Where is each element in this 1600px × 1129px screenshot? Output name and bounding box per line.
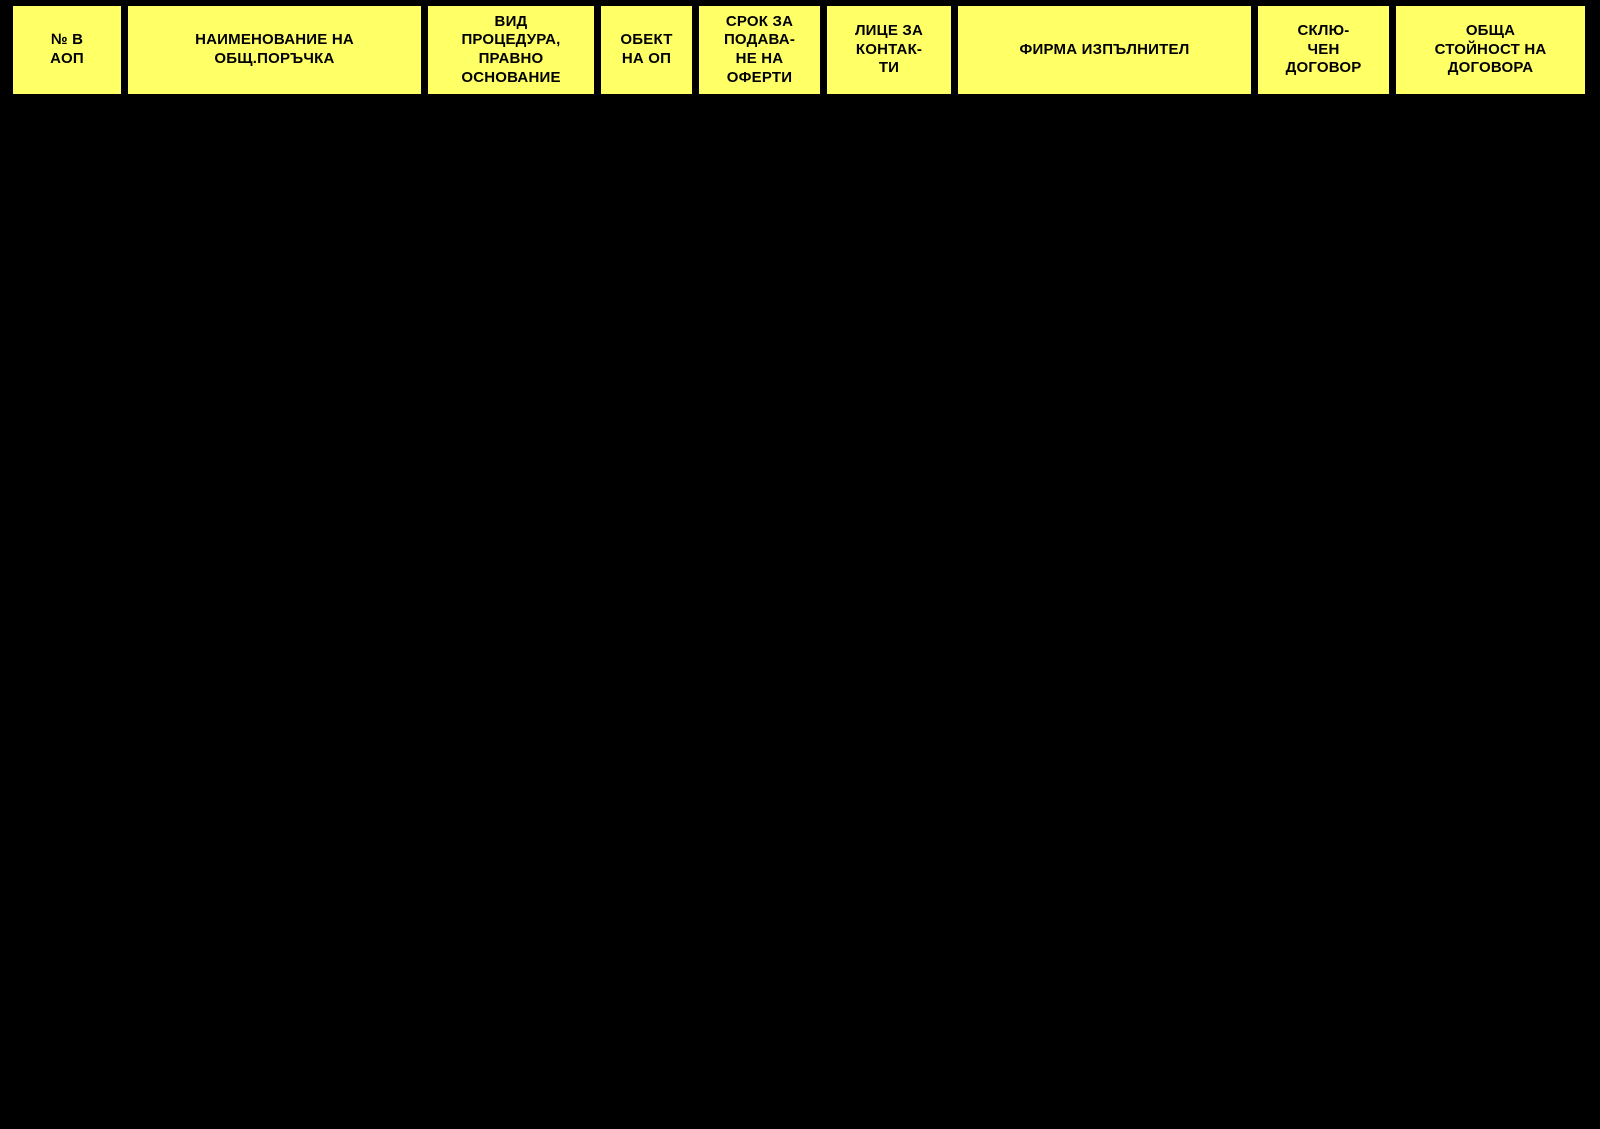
column-header-offers-deadline: СРОК ЗА ПОДАВА- НЕ НА ОФЕРТИ [697, 4, 822, 96]
column-header-procedure-type: ВИД ПРОЦЕДУРА, ПРАВНО ОСНОВАНИЕ [426, 4, 596, 96]
table-header [11, 4, 1587, 96]
table-header-row [11, 4, 1587, 96]
column-header-contractor-firm: ФИРМА ИЗПЪЛНИТЕЛ [956, 4, 1253, 96]
procurement-register-table [8, 4, 1590, 96]
table-container [8, 4, 1592, 96]
column-header-object-of-op: ОБЕКТ НА ОП [599, 4, 694, 96]
column-header-procurement-name: НАИМЕНОВАНИЕ НА ОБЩ.ПОРЪЧКА [126, 4, 423, 96]
empty-document-body [0, 110, 1600, 1129]
column-header-contract-signed: СКЛЮ- ЧЕН ДОГОВОР [1256, 4, 1391, 96]
column-header-aop-number: № В АОП [11, 4, 123, 96]
column-header-contract-value: ОБЩА СТОЙНОСТ НА ДОГОВОРА [1394, 4, 1587, 96]
column-header-contact-person: ЛИЦЕ ЗА КОНТАК- ТИ [825, 4, 953, 96]
